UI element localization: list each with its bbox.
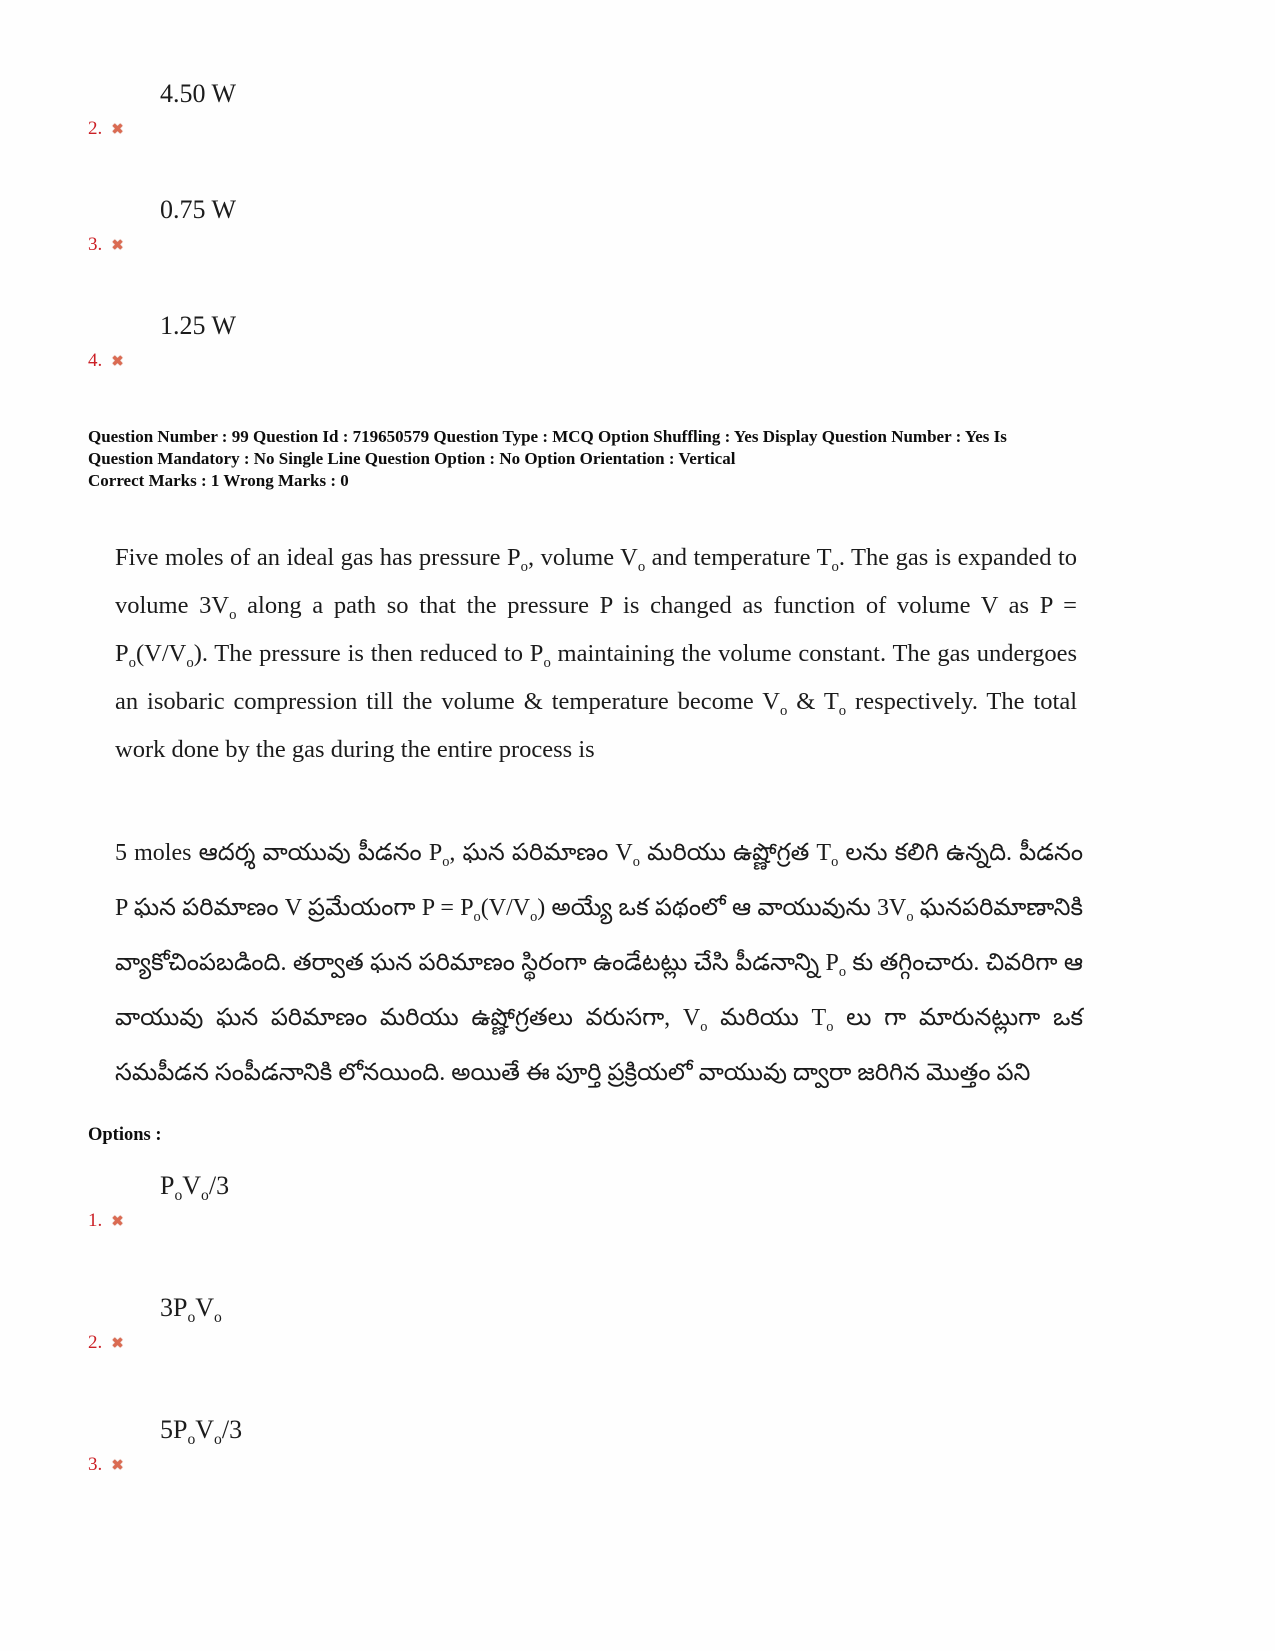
option-value: 4.50 W (160, 79, 237, 108)
option-item (88, 1170, 1173, 1234)
option-number: 4. (88, 349, 103, 371)
option-number-row (88, 117, 1173, 142)
option-value: 1.25 W (160, 310, 237, 340)
option-value: $3P_oV_o$ (160, 1292, 222, 1326)
question-text-english: Five moles of an ideal gas has pressure $P_o$, volume $V_o$ and temperature $T_o$. The gas is expanded to volume $3V_o$ along a path so that the pressure P is changed as function of volume V as $P = P_o(V/V_o)$. The pressure is then reduced to $P_o$ maintaining the volume constant. The gas undergoes an isobaric compression till the volume & temperature become $V_o$ & $T_o$ respectively. The total work done by the gas during the entire process is (115, 543, 1078, 763)
options-label: Options : (88, 1124, 162, 1145)
question-metadata-line: Question Number : 99 Question Id : 719650579 Question Type : MCQ Option Shuffling : Yes Display Question Number : Yes Is (88, 426, 1007, 446)
option-item (88, 78, 1173, 142)
option-number-row (88, 233, 1173, 258)
option-number: 2. (88, 118, 103, 140)
option-number-row (88, 349, 1173, 374)
wrong-answer-icon: ✖ (111, 235, 124, 254)
option-number: 1. (88, 1210, 103, 1232)
question-metadata-line: Question Mandatory : No Single Line Question Option : No Option Orientation : Vertical (88, 448, 736, 468)
option-number: 2. (88, 1331, 103, 1353)
option-item (88, 310, 1173, 374)
option-number-row (88, 1453, 1173, 1478)
wrong-answer-icon: ✖ (111, 120, 124, 139)
question-metadata (88, 426, 1173, 492)
wrong-answer-icon: ✖ (111, 1333, 124, 1352)
previous-question-options (88, 78, 1173, 374)
question-metadata-line: Correct Marks : 1 Wrong Marks : 0 (88, 470, 349, 490)
option-number: 3. (88, 234, 103, 256)
question-options (88, 1170, 1173, 1478)
wrong-answer-icon: ✖ (111, 1455, 124, 1474)
wrong-answer-icon: ✖ (111, 351, 124, 370)
option-item (88, 1292, 1173, 1356)
option-number-row (88, 1209, 1173, 1234)
option-item (88, 194, 1173, 258)
option-value: $5P_oV_o/3$ (160, 1414, 243, 1448)
wrong-answer-icon: ✖ (111, 1211, 124, 1230)
option-number-row (88, 1331, 1173, 1356)
option-value: 0.75 W (160, 194, 237, 224)
option-item (88, 1414, 1173, 1478)
question-text-telugu: 5 moles ఆదర్శ వాయువు పీడనం $P_o$, ఘన పరిమాణం $V_o$ మరియు ఉష్ణోగ్రత $T_o$ లను కలిగి ఉన్నది. పీడనం P ఘన పరిమాణం V ప్రమేయంగా $P = P_o(V/V_o)$ అయ్యే ఒక పథంలో ఆ వాయువును $3V_o$ ఘనపరిమాణానికి వ్యాకోచింపబడింది. తర్వాత ఘన పరిమాణం స్థిరంగా ఉండేటట్లు చేసి పీడనాన్ని $P_o$ కు తగ్గించారు. చివరిగా ఆ వాయువు ఘన పరిమాణం మరియు ఉష్ణోగ్రతలు వరుసగా, $V_o$ మరియు $T_o$ లు గా మారునట్లుగా ఒక సమపీడన సంపీడనానికి లోనయింది. అయితే ఈ పూర్తి ప్రక్రియలో వాయువు ద్వారా జరిగిన మొత్తం పని (115, 839, 1084, 1086)
option-value: $P_oV_o/3$ (160, 1170, 230, 1205)
option-number: 3. (88, 1453, 103, 1475)
